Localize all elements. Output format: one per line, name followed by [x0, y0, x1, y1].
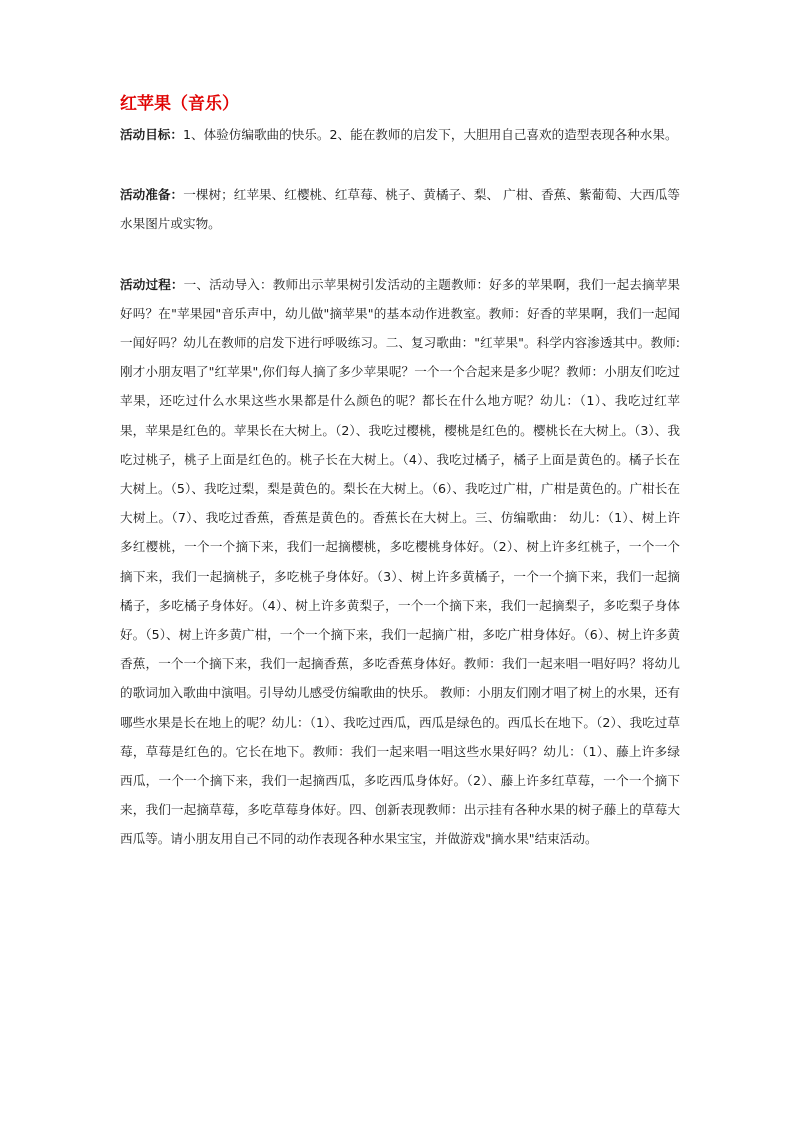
section-goals: [120, 120, 680, 149]
document-page: [120, 92, 680, 854]
section-process-text: 一、活动导入：教师出示苹果树引发活动的主题教师：好多的苹果啊，我们一起去摘苹果好吗？在"苹果园"音乐声中，幼儿做"摘苹果"的基本动作进教室。教师：好香的苹果啊，我们一起闻一闻好吗？幼儿在教师的启发下进行呼吸练习。二、复习歌曲："红苹果"。科学内容渗透其中。教师:刚才小朋友唱了"红苹果",你们每人摘了多少苹果呢？一个一个合起来是多少呢？教师：小朋友们吃过苹果，还吃过什么水果这些水果都是什么颜色的呢？都长在什么地方呢？幼儿：（1）、我吃过红苹果，苹果是红色的。苹果长在大树上。（2）、我吃过樱桃，樱桃是红色的。樱桃长在大树上。（3）、我吃过桃子，桃子上面是红色的。桃子长在大树上。（4）、我吃过橘子，橘子上面是黄色的。橘子长在大树上。（5）、我吃过梨，梨是黄色的。梨长在大树上。（6）、我吃过广柑，广柑是黄色的。广柑长在大树上。（7）、我吃过香蕉，香蕉是黄色的。香蕉长在大树上。三、仿编歌曲： 幼儿：（1）、树上许多红樱桃，一个一个摘下来，我们一起摘樱桃，多吃樱桃身体好。（2）、树上许多红桃子，一个一个摘下来，我们一起摘桃子，多吃桃子身体好。（3）、树上许多黄橘子，一个一个摘下来，我们一起摘橘子，多吃橘子身体好。（4）、树上许多黄梨子，一个一个摘下来，我们一起摘梨子，多吃梨子身体好。（5）、树上许多黄广柑，一个一个摘下来，我们一起摘广柑，多吃广柑身体好。（6）、树上许多黄香蕉，一个一个摘下来，我们一起摘香蕉，多吃香蕉身体好。教师：我们一起来唱一唱好吗？将幼儿的歌词加入歌曲中演唱。引导幼儿感受仿编歌曲的快乐。 教师：小朋友们刚才唱了树上的水果，还有哪些水果是长在地上的呢？幼儿：（1）、我吃过西瓜，西瓜是绿色的。西瓜长在地下。（2）、我吃过草莓，草莓是红色的。它长在地下。教师：我们一起来唱一唱这些水果好吗？幼儿：（1）、藤上许多绿西瓜，一个一个摘下来，我们一起摘西瓜，多吃西瓜身体好。（2）、藤上许多红草莓，一个一个摘下来，我们一起摘草莓，多吃草莓身体好。四、创新表现教师：出示挂有各种水果的树子藤上的草莓大西瓜等。请小朋友用自己不同的动作表现各种水果宝宝，并做游戏"摘水果"结束活动。: [120, 276, 681, 847]
section-process: [120, 270, 680, 854]
section-goals-text: 1、体验仿编歌曲的快乐。2、能在教师的启发下，大胆用自己喜欢的造型表现各种水果。: [182, 127, 678, 142]
section-goals-label: 活动目标：: [120, 127, 183, 142]
section-preparation-label: 活动准备：: [120, 187, 184, 203]
section-spacer: [120, 149, 680, 180]
section-preparation-text: 一棵树；红苹果、红樱桃、红草莓、桃子、黄橘子、梨、 广柑、香蕉、紫葡萄、大西瓜等水果图片或实物。: [120, 187, 680, 232]
section-process-label: 活动过程：: [120, 276, 184, 292]
section-preparation: [120, 180, 680, 238]
section-spacer: [120, 239, 680, 270]
document-title: 红苹果（音乐）: [120, 94, 239, 114]
